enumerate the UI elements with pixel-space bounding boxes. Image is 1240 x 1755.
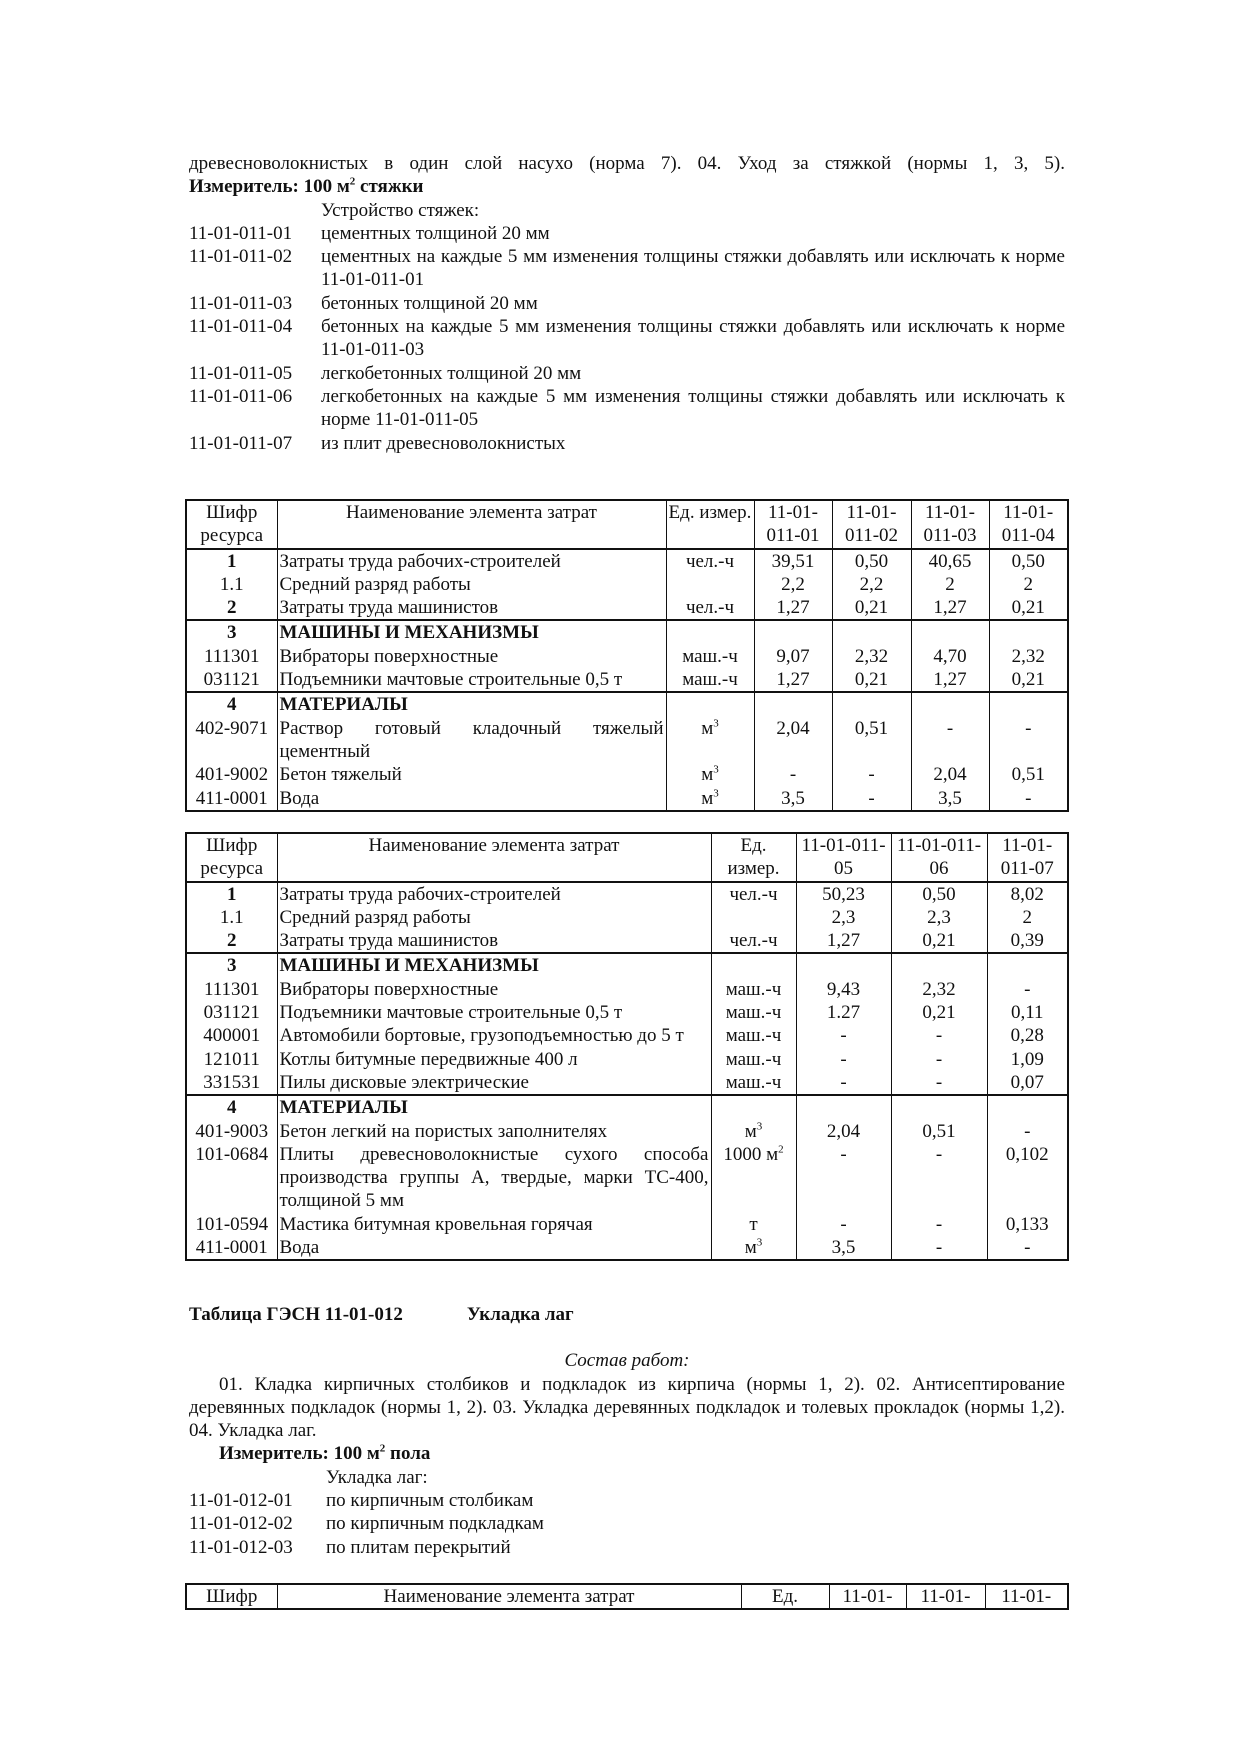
resource-name: Вода	[277, 787, 666, 811]
norm-value: 3,5	[911, 787, 989, 811]
table-row	[186, 549, 1068, 573]
norm-value: -	[891, 1213, 987, 1236]
resource-name: Бетон легкий на пористых заполнителях	[277, 1120, 711, 1143]
unit-text: 1000 м	[723, 1143, 779, 1165]
norm-value: -	[989, 717, 1068, 764]
norm-code: 11-01-012-03	[189, 1536, 293, 1558]
resource-code: 111301	[186, 645, 277, 668]
resource-unit	[711, 1071, 796, 1095]
resource-unit	[711, 1001, 796, 1024]
table-header	[186, 500, 1068, 549]
norm-value	[832, 620, 911, 644]
table-row	[186, 717, 1068, 764]
norm-value: 0,21	[989, 596, 1068, 620]
resource-code: 402-9071	[186, 717, 277, 764]
header-name: Наименование элемента затрат	[277, 833, 711, 882]
intro-text: древесноволокнистых в один слой насухо (норма 7). 04. Уход за стяжкой (нормы 1, 3, 5).	[189, 153, 1065, 174]
table-row	[186, 1095, 1068, 1119]
norm-value: 2,04	[796, 1120, 891, 1143]
resource-unit	[666, 573, 754, 596]
header-norm-col: 11-01-	[985, 1584, 1068, 1609]
norm-value: 4,70	[911, 645, 989, 668]
norm-code: 11-01-011-05	[189, 362, 293, 384]
header-unit: Ед. измер.	[666, 500, 754, 549]
unit-text: чел.-ч	[685, 597, 735, 619]
norm-value: 0,21	[891, 929, 987, 953]
norm-value	[754, 692, 832, 716]
norm-value: -	[891, 1071, 987, 1095]
table-row	[186, 620, 1068, 644]
resource-unit	[666, 692, 754, 716]
norm-value	[796, 953, 891, 977]
norm-item	[189, 362, 1065, 385]
resource-code: 3	[186, 620, 277, 644]
table-row	[186, 906, 1068, 929]
resource-name: Затраты труда машинистов	[277, 596, 666, 620]
resource-unit	[711, 1048, 796, 1071]
norm-value: 2,32	[832, 645, 911, 668]
norm-value: -	[891, 1024, 987, 1047]
unit-text: м	[701, 764, 714, 786]
norm-code: 11-01-011-06	[189, 385, 293, 407]
norm-value: 39,51	[754, 549, 832, 573]
row-group	[186, 953, 1068, 1095]
resource-name: Затраты труда машинистов	[277, 929, 711, 953]
header-norm-col: 11-01-011-03	[911, 500, 989, 549]
group-label: Устройство стяжек:	[321, 199, 480, 221]
norm-value: 0,50	[891, 882, 987, 906]
norm-value	[989, 620, 1068, 644]
table-title: Таблица ГЭСН 11-01-012	[189, 1304, 403, 1325]
resource-unit	[711, 953, 796, 977]
table-row	[186, 953, 1068, 977]
resource-code: 331531	[186, 1071, 277, 1095]
section-ukladka-lag	[189, 1303, 1065, 1559]
norm-value	[911, 620, 989, 644]
resource-code: 411-0001	[186, 1236, 277, 1260]
table-row	[186, 882, 1068, 906]
resource-unit	[711, 929, 796, 953]
norm-value: 9,07	[754, 645, 832, 668]
resource-code: 111301	[186, 978, 277, 1001]
norm-value: -	[832, 763, 911, 786]
norm-value: -	[832, 787, 911, 811]
norm-value: 40,65	[911, 549, 989, 573]
norm-item	[189, 1536, 1065, 1559]
resource-code: 400001	[186, 1024, 277, 1047]
norm-value: 2	[989, 573, 1068, 596]
norm-value: 0,102	[987, 1143, 1068, 1213]
resource-name: Вибраторы поверхностные	[277, 978, 711, 1001]
norm-value: 0,28	[987, 1024, 1068, 1047]
resource-unit	[666, 620, 754, 644]
resource-name: Бетон тяжелый	[277, 763, 666, 786]
norm-item	[189, 385, 1065, 432]
unit-text: маш.-ч	[682, 669, 738, 691]
norm-value: -	[891, 1048, 987, 1071]
norm-value: 2,2	[832, 573, 911, 596]
resource-code: 1	[186, 549, 277, 573]
norm-value: 0,51	[989, 763, 1068, 786]
resource-unit	[666, 787, 754, 811]
norm-value: -	[754, 763, 832, 786]
resource-unit	[666, 549, 754, 573]
unit-text: чел.-ч	[729, 930, 778, 952]
resource-table-3	[185, 1583, 1069, 1610]
resource-code: 4	[186, 1095, 277, 1119]
resource-unit	[711, 882, 796, 906]
norm-value: 0,51	[832, 717, 911, 764]
norm-value: 50,23	[796, 882, 891, 906]
unit-text: маш.-ч	[725, 1002, 782, 1024]
norm-value: 2,3	[796, 906, 891, 929]
norm-text: из плит древесноволокнистых	[321, 432, 566, 454]
norm-value: 1,27	[911, 596, 989, 620]
resource-name: Мастика битумная кровельная горячая	[277, 1213, 711, 1236]
resource-unit	[711, 1024, 796, 1047]
measure-suffix: пола	[385, 1443, 431, 1465]
header-code: Шифр ресурса	[186, 833, 277, 882]
norm-value: -	[911, 717, 989, 764]
norm-item	[189, 1489, 1065, 1512]
norm-value: 1,27	[754, 596, 832, 620]
norm-value: -	[987, 978, 1068, 1001]
norm-value: -	[796, 1213, 891, 1236]
intro-section	[189, 152, 1065, 455]
unit-text: чел.-ч	[685, 550, 735, 572]
unit-sup: 3	[756, 1236, 763, 1249]
norm-item	[189, 315, 1065, 362]
table-row	[186, 763, 1068, 786]
unit-text: маш.-ч	[682, 645, 738, 667]
measure-unit-2	[189, 1442, 1065, 1465]
norm-value: -	[891, 1143, 987, 1213]
resource-code: 411-0001	[186, 787, 277, 811]
norm-value: -	[989, 787, 1068, 811]
resource-unit	[711, 1143, 796, 1213]
resource-name: Подъемники мачтовые строительные 0,5 т	[277, 668, 666, 692]
resource-unit	[711, 906, 796, 929]
norm-code: 11-01-011-04	[189, 316, 293, 338]
table-row	[186, 929, 1068, 953]
work-title: Состав работ:	[564, 1350, 690, 1372]
header-norm-col: 11-01-	[829, 1584, 906, 1609]
resource-name: Средний разряд работы	[277, 573, 666, 596]
norm-value: -	[796, 1024, 891, 1047]
group-label-2: Укладка лаг:	[326, 1466, 428, 1488]
resource-code: 401-9003	[186, 1120, 277, 1143]
norm-value: -	[891, 1236, 987, 1260]
header-code: Шифр ресурса	[186, 500, 277, 549]
resource-code: 2	[186, 596, 277, 620]
unit-text: маш.-ч	[725, 1071, 782, 1093]
norm-value: 3,5	[754, 787, 832, 811]
norm-text: цементных на каждые 5 мм изменения толщины стяжки добавлять или исключать к норме 11-01-011-01	[321, 246, 1065, 291]
norm-item	[189, 1512, 1065, 1535]
norm-value: 2,2	[754, 573, 832, 596]
resource-code: 101-0684	[186, 1143, 277, 1213]
unit-sup: 3	[713, 787, 719, 800]
table-row	[186, 1120, 1068, 1143]
table-row	[186, 1048, 1068, 1071]
norm-value: 9,43	[796, 978, 891, 1001]
norm-text: бетонных на каждые 5 мм изменения толщины стяжки добавлять или исключать к норме 11-01-011-03	[321, 316, 1065, 361]
row-group	[186, 549, 1068, 621]
resource-code: 2	[186, 929, 277, 953]
norm-value: -	[796, 1048, 891, 1071]
norm-value	[987, 953, 1068, 977]
norm-value: 0,21	[989, 668, 1068, 692]
unit-text: м	[744, 1120, 757, 1142]
norm-value: 0,50	[989, 549, 1068, 573]
table-row	[186, 645, 1068, 668]
resource-name: Затраты труда рабочих-строителей	[277, 549, 666, 573]
norm-item	[189, 245, 1065, 292]
norm-value	[832, 692, 911, 716]
norm-value: 2	[987, 906, 1068, 929]
table-row	[186, 1001, 1068, 1024]
norm-value	[754, 620, 832, 644]
norm-value: 0,50	[832, 549, 911, 573]
table-row	[186, 692, 1068, 716]
resource-name: МАШИНЫ И МЕХАНИЗМЫ	[277, 620, 666, 644]
norm-value	[891, 1095, 987, 1119]
header-norm-col: 11-01-011-07	[987, 833, 1068, 882]
norm-text: цементных толщиной 20 мм	[321, 222, 550, 244]
resource-name: МАШИНЫ И МЕХАНИЗМЫ	[277, 953, 711, 977]
resource-name: МАТЕРИАЛЫ	[277, 1095, 711, 1119]
norm-text: легкобетонных на каждые 5 мм изменения толщины стяжки добавлять или исключать к норме 11-01-011-05	[321, 385, 1065, 431]
resource-unit	[666, 763, 754, 786]
norm-text: по кирпичным подкладкам	[326, 1513, 544, 1535]
resource-unit	[711, 1236, 796, 1260]
norm-value: 2,32	[989, 645, 1068, 668]
unit-sup: 3	[713, 763, 719, 776]
norm-value: -	[987, 1236, 1068, 1260]
unit-sup: 3	[713, 717, 719, 730]
norm-value: 2,3	[891, 906, 987, 929]
norm-value: -	[987, 1120, 1068, 1143]
resource-code: 4	[186, 692, 277, 716]
resource-unit	[666, 717, 754, 764]
table-row	[186, 1071, 1068, 1095]
resource-code: 1	[186, 882, 277, 906]
norm-value: 2	[911, 573, 989, 596]
norm-text: легкобетонных толщиной 20 мм	[321, 362, 582, 384]
row-group	[186, 882, 1068, 954]
measure-sup: 2	[379, 1443, 386, 1456]
norm-value	[891, 953, 987, 977]
norm-value	[911, 692, 989, 716]
resource-name: Пилы дисковые электрические	[277, 1071, 711, 1095]
work-text: 01. Кладка кирпичных столбиков и подкладок из кирпича (нормы 1, 2). 02. Антисептирование деревянных подкладок (нормы 1, 2). 03. Укладка деревянных подкладок и толевых прокладок (нормы 1,2). 04. Укладка лаг.	[189, 1373, 1065, 1442]
norm-list	[189, 222, 1065, 455]
unit-sup: 2	[778, 1143, 784, 1156]
norm-value: 1,27	[754, 668, 832, 692]
unit-text: м	[701, 717, 714, 739]
resource-code: 121011	[186, 1048, 277, 1071]
norm-value: 0,21	[891, 1001, 987, 1024]
header-name: Наименование элемента затрат	[277, 500, 666, 549]
measure-unit	[189, 175, 1065, 198]
resource-code: 1.1	[186, 906, 277, 929]
row-group	[186, 1095, 1068, 1260]
norm-value	[987, 1095, 1068, 1119]
resource-name: Подъемники мачтовые строительные 0,5 т	[277, 1001, 711, 1024]
resource-code: 3	[186, 953, 277, 977]
norm-value: 1.27	[796, 1001, 891, 1024]
norm-value: 8,02	[987, 882, 1068, 906]
norm-value: 0,21	[832, 596, 911, 620]
header-name: Наименование элемента затрат	[277, 1584, 741, 1609]
table-row	[186, 1236, 1068, 1260]
norm-code: 11-01-011-03	[189, 292, 293, 314]
unit-text: т	[749, 1213, 758, 1235]
norm-value	[989, 692, 1068, 716]
norm-text: по плитам перекрытий	[326, 1536, 511, 1558]
norm-value: 3,5	[796, 1236, 891, 1260]
table-row	[186, 668, 1068, 692]
norm-value: 0,51	[891, 1120, 987, 1143]
norm-value: 0,133	[987, 1213, 1068, 1236]
table-row	[186, 1213, 1068, 1236]
resource-name: Раствор готовый кладочный тяжелый цементный	[277, 717, 666, 764]
norm-list-2	[189, 1489, 1065, 1559]
unit-text: маш.-ч	[725, 1048, 782, 1070]
norm-value	[796, 1095, 891, 1119]
norm-value: -	[796, 1143, 891, 1213]
table-row	[186, 573, 1068, 596]
row-group	[186, 620, 1068, 692]
header-norm-col: 11-01-	[906, 1584, 985, 1609]
resource-table-2	[185, 832, 1069, 1261]
norm-code: 11-01-011-02	[189, 246, 293, 268]
norm-code: 11-01-012-02	[189, 1513, 293, 1535]
norm-value: 2,04	[754, 717, 832, 764]
table-name: Укладка лаг	[466, 1304, 574, 1325]
header-unit: Ед. измер.	[711, 833, 796, 882]
unit-text: маш.-ч	[725, 978, 782, 1000]
resource-name: Затраты труда рабочих-строителей	[277, 882, 711, 906]
norm-text: бетонных толщиной 20 мм	[321, 292, 538, 314]
norm-code: 11-01-012-01	[189, 1490, 293, 1512]
header-norm-col: 11-01-011-06	[891, 833, 987, 882]
unit-text: маш.-ч	[725, 1025, 782, 1047]
norm-value: 2,04	[911, 763, 989, 786]
resource-name: Вибраторы поверхностные	[277, 645, 666, 668]
resource-name: Плиты древесноволокнистые сухого способа производства группы А, твердые, марки ТС-400, толщиной 5 мм	[277, 1143, 711, 1213]
norm-item	[189, 292, 1065, 315]
norm-code: 11-01-011-01	[189, 222, 293, 244]
resource-code: 101-0594	[186, 1213, 277, 1236]
resource-name: Котлы битумные передвижные 400 л	[277, 1048, 711, 1071]
table-header	[186, 1584, 1068, 1609]
resource-name: Автомобили бортовые, грузоподъемностью до 5 т	[277, 1024, 711, 1047]
table-header	[186, 833, 1068, 882]
header-unit: Ед.	[741, 1584, 829, 1609]
norm-value: 0,39	[987, 929, 1068, 953]
norm-value: 1,27	[796, 929, 891, 953]
norm-value: 0,07	[987, 1071, 1068, 1095]
norm-value: -	[796, 1071, 891, 1095]
resource-name: МАТЕРИАЛЫ	[277, 692, 666, 716]
resource-code: 1.1	[186, 573, 277, 596]
table-row	[186, 596, 1068, 620]
header-norm-col: 11-01-011-01	[754, 500, 832, 549]
header-norm-col: 11-01-011-04	[989, 500, 1068, 549]
norm-value: 2,32	[891, 978, 987, 1001]
header-norm-col: 11-01-011-02	[832, 500, 911, 549]
resource-unit	[711, 1120, 796, 1143]
row-group	[186, 692, 1068, 810]
table-row	[186, 1143, 1068, 1213]
resource-unit	[666, 668, 754, 692]
measure-suffix: стяжки	[355, 176, 424, 198]
header-norm-col: 11-01-011-05	[796, 833, 891, 882]
norm-item	[189, 222, 1065, 245]
unit-text: м	[701, 787, 714, 809]
table-row	[186, 1024, 1068, 1047]
resource-name: Средний разряд работы	[277, 906, 711, 929]
resource-table-1	[185, 499, 1069, 812]
header-code: Шифр	[186, 1584, 277, 1609]
norm-value: 0,11	[987, 1001, 1068, 1024]
resource-unit	[711, 1095, 796, 1119]
resource-unit	[711, 1213, 796, 1236]
table-heading	[189, 1303, 1065, 1326]
norm-value: 1,27	[911, 668, 989, 692]
measure-prefix: Измеритель: 100 м	[219, 1443, 380, 1465]
norm-code: 11-01-011-07	[189, 432, 293, 454]
resource-code: 031121	[186, 668, 277, 692]
measure-sup: 2	[349, 175, 356, 188]
norm-value: 0,21	[832, 668, 911, 692]
unit-sup: 3	[756, 1120, 763, 1133]
measure-prefix: Измеритель: 100 м	[189, 176, 350, 198]
unit-text: чел.-ч	[729, 883, 778, 905]
resource-unit	[666, 645, 754, 668]
table-row	[186, 787, 1068, 811]
unit-text: м	[744, 1237, 757, 1259]
resource-code: 401-9002	[186, 763, 277, 786]
resource-unit	[711, 978, 796, 1001]
norm-value: 1,09	[987, 1048, 1068, 1071]
resource-name: Вода	[277, 1236, 711, 1260]
resource-unit	[666, 596, 754, 620]
norm-item	[189, 432, 1065, 455]
norm-text: по кирпичным столбикам	[326, 1490, 534, 1512]
table-row	[186, 978, 1068, 1001]
resource-code: 031121	[186, 1001, 277, 1024]
